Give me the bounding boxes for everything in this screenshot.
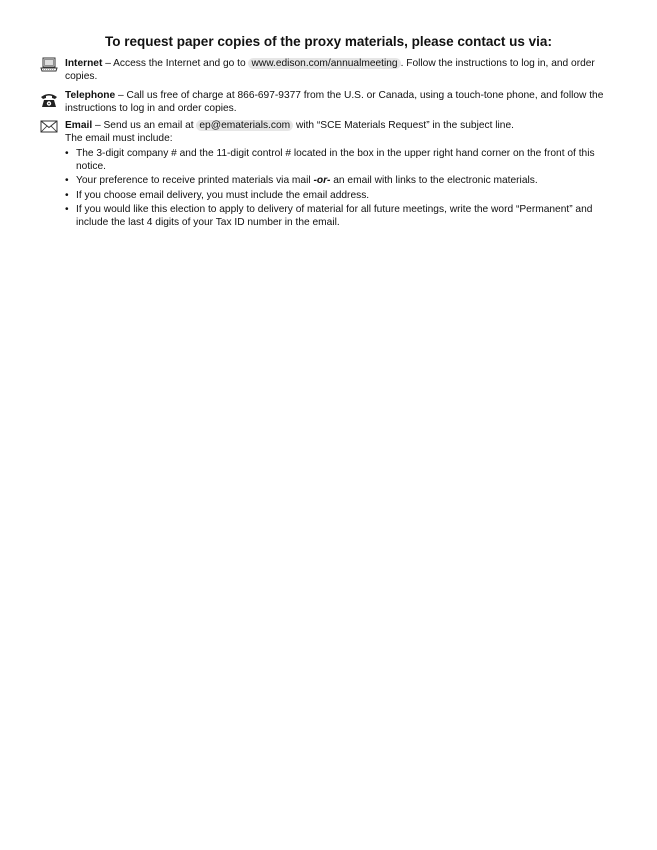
internet-link[interactable]: www.edison.com/annualmeeting [248,58,400,69]
email-must-include: The email must include: [65,132,173,144]
or-emphasis: -or- [313,175,331,186]
email-text [65,120,625,231]
list-item: • Your preference to receive printed materials via mail -or- an email with links to the electronic materials. [65,175,538,186]
email-label: Email [65,120,93,131]
internet-text [65,58,625,83]
internet-text-after: . Follow the instructions to log in, and order copies. [65,58,595,82]
email-text-before: – Send us an email at [92,120,197,131]
list-item: • If you would like this election to apply to delivery of material for all future meetings, write the word “Permanent” and include the last 4 digits of your Tax ID number in the email. [65,204,593,228]
email-line [65,120,625,133]
email-requirements-list [65,148,625,229]
list-item: • The 3-digit company # and the 11-digit control # located in the box in the upper right hand corner on the front of this notice. [65,148,595,172]
page-heading: To request paper copies of the proxy materials, please contact us via: [105,34,552,49]
internet-label: Internet [65,58,103,69]
telephone-text [65,90,625,115]
email-text-after: with “SCE Materials Request” in the subject line. [293,120,514,131]
email-address-link[interactable]: ep@ematerials.com [196,120,293,131]
computer-icon [40,57,58,73]
list-item: • If you choose email delivery, you must include the email address. [65,189,370,201]
telephone-body: – Call us free of charge at 866-697-9377 from the U.S. or Canada, using a touch-tone phone, and follow the instructions to log in and order copies. [65,90,604,114]
internet-text-before: – Access the Internet and go to [102,58,249,69]
telephone-icon [40,92,58,108]
envelope-icon [40,119,58,135]
telephone-label: Telephone [65,90,116,101]
